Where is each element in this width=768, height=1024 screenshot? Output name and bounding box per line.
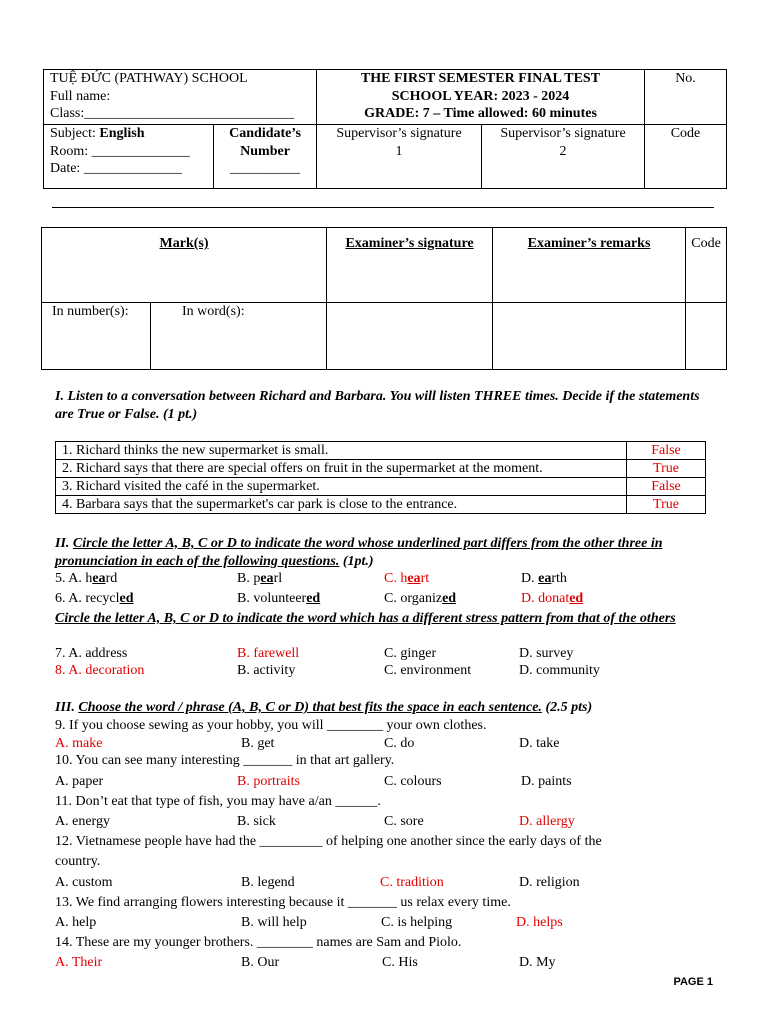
q12-option-d[interactable]: D. religion xyxy=(519,875,580,890)
q6-option-c[interactable]: C. organized xyxy=(384,591,457,606)
q14-option-d[interactable]: D. My xyxy=(519,955,556,970)
remarks-blank-cell xyxy=(493,303,686,370)
class-label: Class:______________________________ xyxy=(50,106,295,121)
q7-option-a[interactable]: 7. A. address xyxy=(55,646,128,661)
question-11-options xyxy=(55,813,715,831)
supervisor1-number: 1 xyxy=(395,143,403,159)
room-line: Room: ______________ xyxy=(50,143,190,159)
answer-4: True xyxy=(627,496,706,514)
header-table xyxy=(43,69,727,189)
school-year: SCHOOL YEAR: 2023 - 2024 xyxy=(391,88,570,104)
table-row xyxy=(56,442,706,460)
supervisor1-cell xyxy=(317,125,482,189)
q12-option-c[interactable]: C. tradition xyxy=(380,875,444,890)
q10-option-a[interactable]: A. paper xyxy=(55,774,104,789)
question-14-options xyxy=(55,954,715,972)
q5-option-a[interactable]: 5. A. heard xyxy=(55,571,118,586)
code-label: Code xyxy=(670,126,701,141)
q13-option-c[interactable]: C. is helping xyxy=(381,915,453,930)
statement-2: 2. Richard says that there are special offers on fruit in the supermarket at the moment. xyxy=(56,460,627,478)
table-row xyxy=(56,460,706,478)
question-13-text: 13. We find arranging flowers interesting because it _______ us relax every time. xyxy=(55,895,511,910)
q8-option-a[interactable]: 8. A. decoration xyxy=(55,663,145,678)
question-7 xyxy=(55,645,715,663)
q14-option-b[interactable]: B. Our xyxy=(241,955,280,970)
no-cell xyxy=(645,70,727,125)
marks-label: Mark(s) xyxy=(159,236,209,251)
q12-option-a[interactable]: A. custom xyxy=(55,875,113,890)
q5-option-c[interactable]: C. heart xyxy=(384,571,430,586)
q5-option-d[interactable]: D. earth xyxy=(521,571,567,586)
q9-option-a[interactable]: A. make xyxy=(55,736,103,751)
marks-cell xyxy=(42,228,327,303)
examiner-remarks-cell xyxy=(493,228,686,303)
candidate-blank: __________ xyxy=(230,161,301,176)
section2-title: II. Circle the letter A, B, C or D to indicate the word whose underlined part differs from the other three in pronunciation in each of the following questions. (1pt.) xyxy=(55,536,663,569)
q9-option-c[interactable]: C. do xyxy=(384,736,415,751)
statement-3: 3. Richard visited the café in the supermarket. xyxy=(56,478,627,496)
page-number: PAGE 1 xyxy=(673,976,713,988)
in-numbers-cell xyxy=(42,303,151,370)
date-line: Date: ______________ xyxy=(50,161,182,176)
supervisor2-number: 2 xyxy=(559,143,567,159)
school-name: TUỆ ĐỨC (PATHWAY) SCHOOL xyxy=(50,71,248,86)
test-title-cell xyxy=(317,70,645,125)
question-8 xyxy=(55,662,715,680)
in-words-label: In word(s): xyxy=(182,304,245,319)
grade-time: GRADE: 7 – Time allowed: 60 minutes xyxy=(364,106,597,121)
q7-option-c[interactable]: C. ginger xyxy=(384,646,437,661)
question-11-text: 11. Don’t eat that type of fish, you may have a/an ______. xyxy=(55,794,381,809)
table-row xyxy=(56,496,706,514)
true-false-table xyxy=(55,441,706,514)
question-12-text-cont: country. xyxy=(55,854,101,869)
question-13-options xyxy=(55,914,715,932)
q10-option-b[interactable]: B. portraits xyxy=(237,774,300,789)
stress-instruction: Circle the letter A, B, C or D to indicate the word which has a different stress pattern from that of the others xyxy=(55,611,676,626)
supervisor2-cell xyxy=(482,125,645,189)
question-6 xyxy=(55,590,715,608)
question-14-text: 14. These are my younger brothers. ________ names are Sam and Piolo. xyxy=(55,935,462,950)
q6-option-b[interactable]: B. volunteered xyxy=(237,591,321,606)
supervisor2-label: Supervisor’s signature xyxy=(500,126,626,141)
candidate-label: Candidate’s xyxy=(229,126,301,141)
statement-1: 1. Richard thinks the new supermarket is small. xyxy=(56,442,627,460)
q14-option-c[interactable]: C. His xyxy=(382,955,418,970)
answer-3: False xyxy=(627,478,706,496)
question-10-options xyxy=(55,773,715,791)
question-5 xyxy=(55,570,715,588)
no-label: No. xyxy=(675,71,696,86)
separator-line xyxy=(52,207,714,208)
marks-table xyxy=(41,227,727,370)
code-cell xyxy=(645,125,727,189)
q13-option-d[interactable]: D. helps xyxy=(516,915,563,930)
code-blank-cell xyxy=(686,303,727,370)
q7-option-d[interactable]: D. survey xyxy=(519,646,574,661)
q5-option-b[interactable]: B. pearl xyxy=(237,571,283,586)
q11-option-b[interactable]: B. sick xyxy=(237,814,276,829)
q10-option-d[interactable]: D. paints xyxy=(521,774,572,789)
signature-blank-cell xyxy=(327,303,493,370)
q7-option-b[interactable]: B. farewell xyxy=(237,646,300,661)
question-10-text: 10. You can see many interesting _______ in that art gallery. xyxy=(55,753,395,768)
statement-4: 4. Barbara says that the supermarket's car park is close to the entrance. xyxy=(56,496,627,514)
q13-option-a[interactable]: A. help xyxy=(55,915,97,930)
subject-cell xyxy=(44,125,214,189)
examiner-signature-label: Examiner’s signature xyxy=(345,236,474,251)
supervisor1-label: Supervisor’s signature xyxy=(336,126,462,141)
in-numbers-label: In number(s): xyxy=(52,304,129,319)
q12-option-b[interactable]: B. legend xyxy=(241,875,295,890)
marks-code-label: Code xyxy=(691,236,721,251)
school-info-cell xyxy=(44,70,317,125)
section3-title: III. Choose the word / phrase (A, B, C or D) that best fits the space in each sentence. (2.5 pts) xyxy=(55,700,593,715)
q8-option-d[interactable]: D. community xyxy=(519,663,600,678)
q11-option-c[interactable]: C. sore xyxy=(384,814,424,829)
q8-option-b[interactable]: B. activity xyxy=(237,663,296,678)
question-12-text: 12. Vietnamese people have had the _________ of helping one another since the early days of the xyxy=(55,834,602,849)
q13-option-b[interactable]: B. will help xyxy=(241,915,307,930)
question-12-options xyxy=(55,874,715,892)
q14-option-a[interactable]: A. Their xyxy=(55,955,103,970)
q6-option-a[interactable]: 6. A. recycled xyxy=(55,591,134,606)
q9-option-d[interactable]: D. take xyxy=(519,736,560,751)
q10-option-c[interactable]: C. colours xyxy=(384,774,442,789)
marks-code-cell xyxy=(686,228,727,303)
candidate-number-label: Number xyxy=(240,143,290,159)
q11-option-a[interactable]: A. energy xyxy=(55,814,110,829)
answer-2: True xyxy=(627,460,706,478)
q8-option-c[interactable]: C. environment xyxy=(384,663,472,678)
examiner-signature-cell xyxy=(327,228,493,303)
table-row xyxy=(56,478,706,496)
full-name-label: Full name: xyxy=(50,88,111,104)
question-9-options xyxy=(55,735,715,753)
q11-option-d[interactable]: D. allergy xyxy=(519,814,575,829)
candidate-cell xyxy=(214,125,317,189)
in-words-cell xyxy=(151,303,327,370)
examiner-remarks-label: Examiner’s remarks xyxy=(527,236,651,251)
q6-option-d[interactable]: D. donated xyxy=(521,591,584,606)
section1-title: I. Listen to a conversation between Richard and Barbara. You will listen THREE times. Decide if the statements are True or False. (1 pt.) xyxy=(55,389,700,422)
test-title: THE FIRST SEMESTER FINAL TEST xyxy=(360,71,601,86)
question-9-text: 9. If you choose sewing as your hobby, you will ________ your own clothes. xyxy=(55,718,487,733)
q9-option-b[interactable]: B. get xyxy=(241,736,275,751)
subject-line: Subject: English xyxy=(50,126,145,141)
answer-1: False xyxy=(627,442,706,460)
